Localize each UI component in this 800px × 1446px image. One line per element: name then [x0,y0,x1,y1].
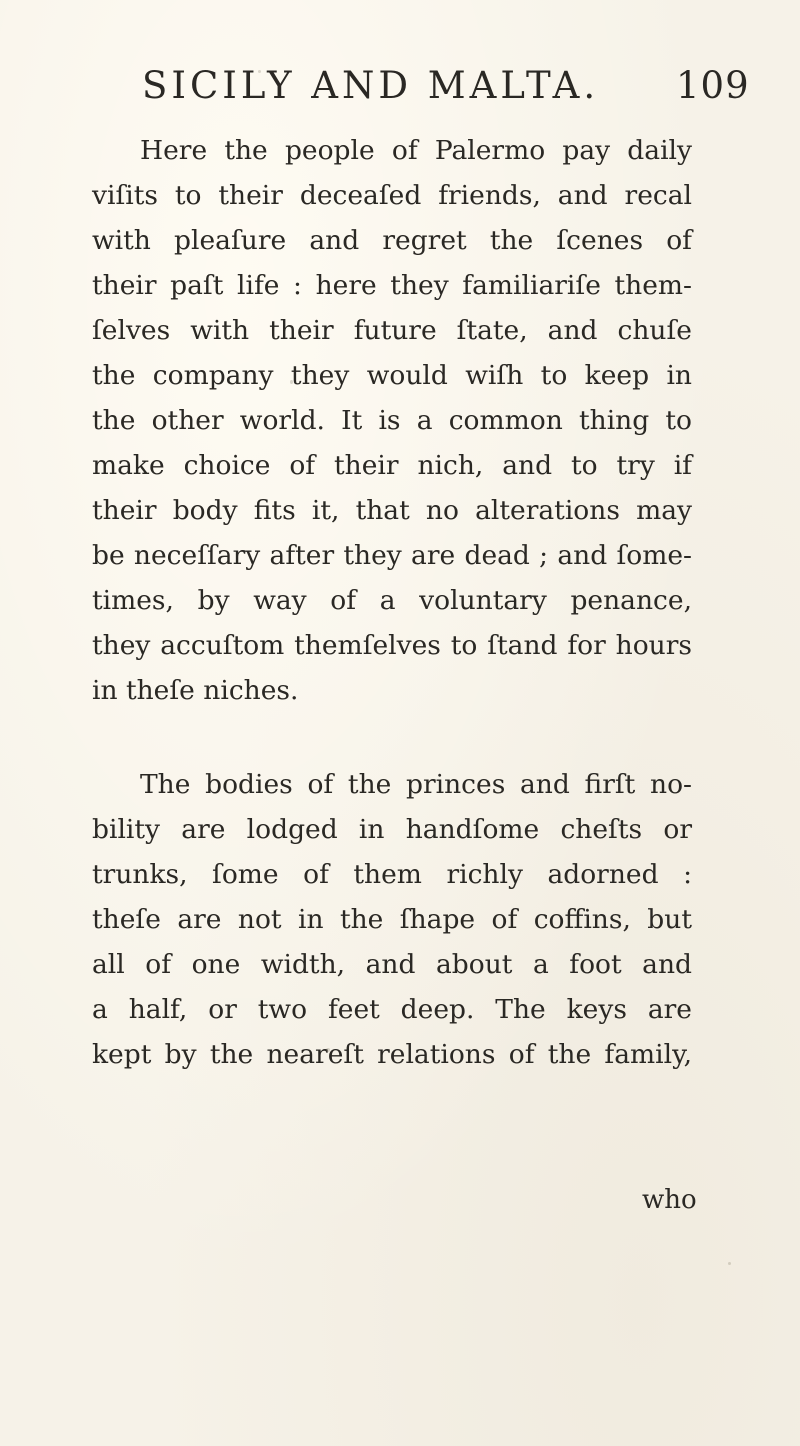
running-head [142,58,750,114]
running-head-title: SICILY AND MALTA. [142,64,600,107]
text-line: in theſe niches. [92,675,299,706]
text-line: theſe are not in the ſhape of coffins, but [92,904,692,935]
catchword: who [642,1185,697,1215]
paragraph-2 [92,762,692,1077]
text-line: ſelves with their future ſtate, and chuſe [92,315,692,346]
text-line: times, by way of a voluntary penance, [92,585,692,616]
text-line: be neceſſary after they are dead ; and ſome- [92,540,692,571]
text-line: Here the people of Palermo pay daily [140,135,692,166]
text-line: a half, or two feet deep. The keys are [92,994,692,1025]
text-line: kept by the neareſt relations of the family, [92,1039,692,1070]
text-line: viſits to their deceaſed friends, and recal [92,180,692,211]
paper-speck [258,70,261,73]
text-line: the company they would wiſh to keep in [92,360,692,391]
paper-speck [728,1262,731,1265]
paragraph-1 [92,128,692,713]
page-number: 109 [676,64,750,107]
body-text [92,128,692,1077]
paper-speck [290,380,293,384]
text-line: trunks, ſome of them richly adorned : [92,859,692,890]
text-line: their paſt life : here they familiariſe them- [92,270,692,301]
text-line: make choice of their nich, and to try if [92,450,692,481]
text-line: all of one width, and about a foot and [92,949,692,980]
text-line: the other world. It is a common thing to [92,405,692,436]
text-line: with pleaſure and regret the ſcenes of [92,225,692,256]
text-line: they accuſtom themſelves to ſtand for hours [92,630,692,661]
paper-speck [326,1048,330,1052]
text-line: their body fits it, that no alterations may [92,495,692,526]
text-line: The bodies of the princes and firſt no- [140,769,692,800]
text-line: bility are lodged in handſome cheſts or [92,814,692,845]
